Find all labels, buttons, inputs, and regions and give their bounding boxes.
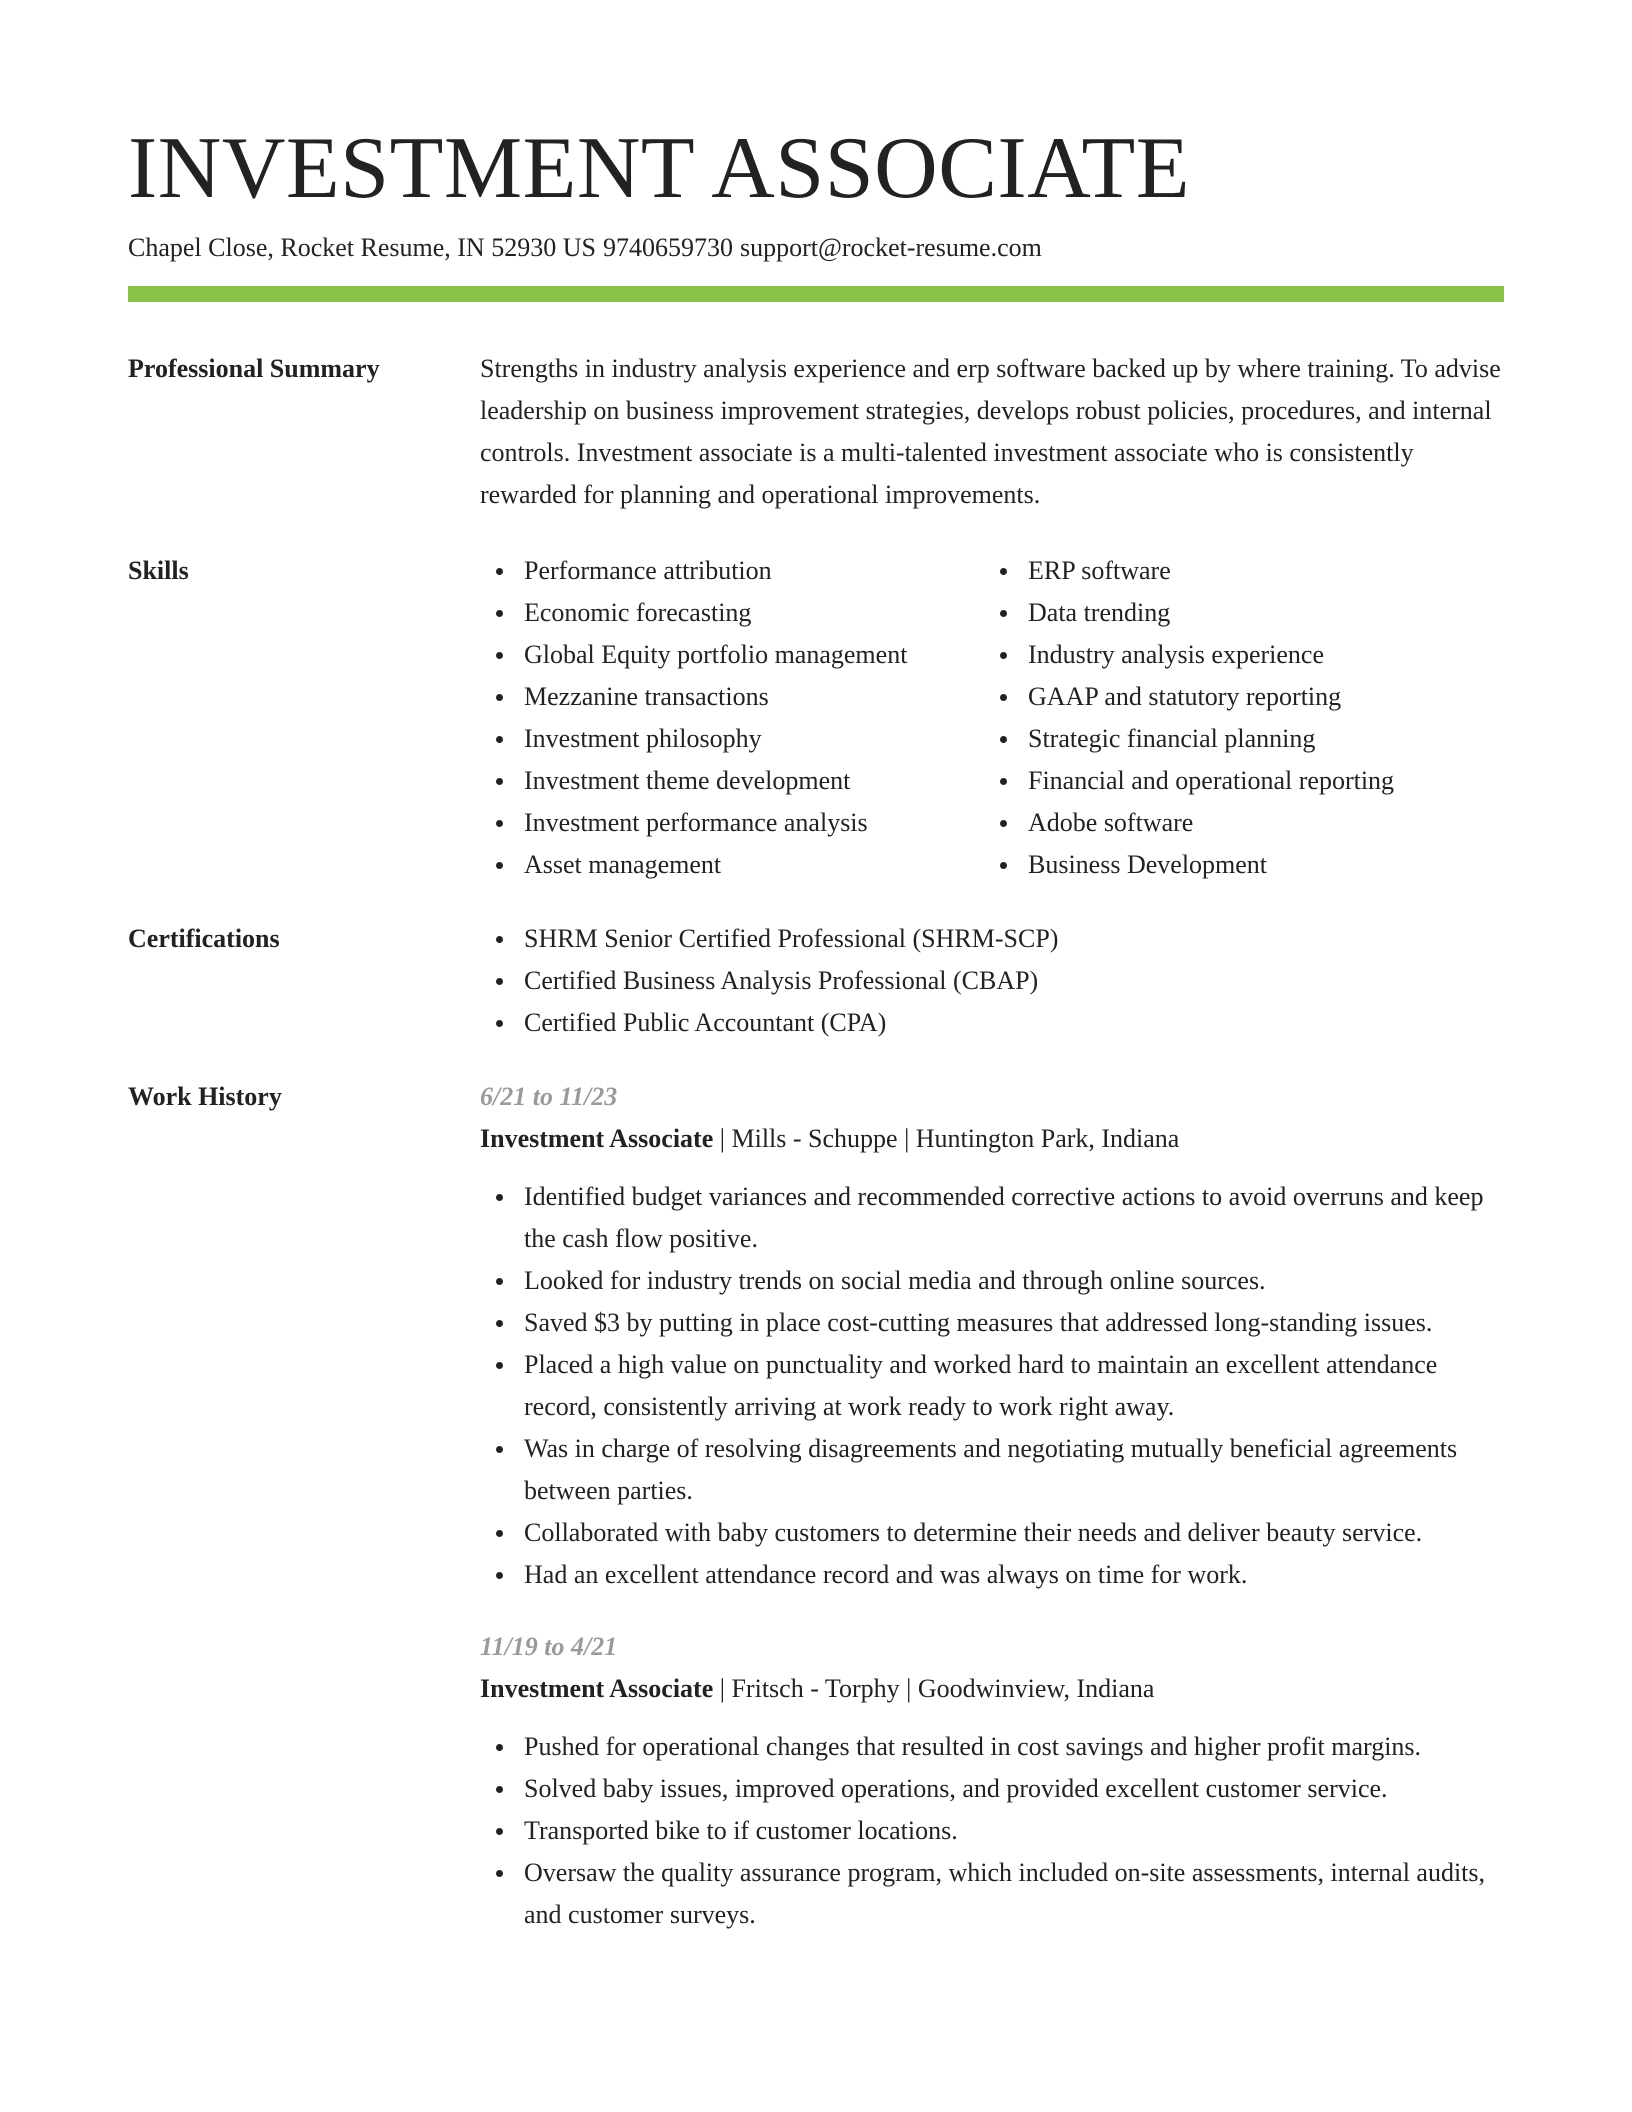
- list-item: Performance attribution: [480, 550, 984, 592]
- summary-text: Strengths in industry analysis experience and erp software backed up by where training. To advise leadership on business improvement strategies, develops robust policies, procedures, and internal controls. Investment associate is a multi-talented investment associate who is consistently rewarded for planning and operational improvements.: [480, 354, 1501, 509]
- job-bullets: [480, 1176, 1504, 1596]
- contact-line: [128, 228, 1042, 268]
- job-list: [480, 1076, 1504, 1966]
- list-item: Had an excellent attendance record and was always on time for work.: [480, 1554, 1504, 1596]
- list-item: Investment performance analysis: [480, 802, 984, 844]
- list-item: Saved $3 by putting in place cost-cutting measures that addressed long-standing issues.: [480, 1302, 1504, 1344]
- list-item: Investment theme development: [480, 760, 984, 802]
- skills-list-left: [480, 550, 984, 886]
- list-item: Global Equity portfolio management: [480, 634, 984, 676]
- list-item: Economic forecasting: [480, 592, 984, 634]
- work-history-heading: Work History: [128, 1082, 282, 1111]
- list-item: Investment philosophy: [480, 718, 984, 760]
- contact-phone: 9740659730: [602, 233, 733, 262]
- list-item: ERP software: [984, 550, 1504, 592]
- job-title-line: [480, 1118, 1504, 1160]
- list-item: Identified budget variances and recommended corrective actions to avoid overruns and keep the cash flow positive.: [480, 1176, 1504, 1260]
- skills-list-right: [984, 550, 1504, 886]
- list-item: Certified Public Accountant (CPA): [480, 1002, 1504, 1044]
- list-item: Collaborated with baby customers to determine their needs and deliver beauty service.: [480, 1512, 1504, 1554]
- list-item: Financial and operational reporting: [984, 760, 1504, 802]
- list-item: Strategic financial planning: [984, 718, 1504, 760]
- contact-address: Chapel Close, Rocket Resume, IN 52930 US: [128, 233, 596, 262]
- list-item: Data trending: [984, 592, 1504, 634]
- certifications-list: [480, 918, 1504, 1044]
- job-entry: [480, 1076, 1504, 1596]
- resume-name: INVESTMENT ASSOCIATE: [128, 120, 1191, 217]
- job-title-line: [480, 1668, 1504, 1710]
- list-item: Pushed for operational changes that resulted in cost savings and higher profit margins.: [480, 1726, 1504, 1768]
- header-divider: [128, 286, 1504, 302]
- job-bullets: [480, 1726, 1504, 1936]
- list-item: Adobe software: [984, 802, 1504, 844]
- job-employer-location: | Mills - Schuppe | Huntington Park, Indiana: [713, 1124, 1180, 1153]
- job-employer-location: | Fritsch - Torphy | Goodwinview, Indiana: [713, 1674, 1155, 1703]
- contact-email: support@rocket-resume.com: [739, 233, 1042, 262]
- list-item: Placed a high value on punctuality and worked hard to maintain an excellent attendance record, consistently arriving at work ready to work right away.: [480, 1344, 1504, 1428]
- job-title: Investment Associate: [480, 1124, 714, 1153]
- list-item: Solved baby issues, improved operations, and provided excellent customer service.: [480, 1768, 1504, 1810]
- list-item: Industry analysis experience: [984, 634, 1504, 676]
- job-dates: 6/21 to 11/23: [480, 1082, 618, 1111]
- list-item: Oversaw the quality assurance program, which included on-site assessments, internal audits, and customer surveys.: [480, 1852, 1504, 1936]
- list-item: GAAP and statutory reporting: [984, 676, 1504, 718]
- list-item: Business Development: [984, 844, 1504, 886]
- list-item: Transported bike to if customer locations.: [480, 1810, 1504, 1852]
- job-dates: 11/19 to 4/21: [480, 1632, 618, 1661]
- list-item: Asset management: [480, 844, 984, 886]
- list-item: Was in charge of resolving disagreements and negotiating mutually beneficial agreements between parties.: [480, 1428, 1504, 1512]
- certifications-heading: Certifications: [128, 924, 280, 953]
- list-item: Certified Business Analysis Professional (CBAP): [480, 960, 1504, 1002]
- summary-heading: Professional Summary: [128, 354, 380, 383]
- job-entry: [480, 1626, 1504, 1936]
- list-item: Mezzanine transactions: [480, 676, 984, 718]
- list-item: SHRM Senior Certified Professional (SHRM-SCP): [480, 918, 1504, 960]
- job-title: Investment Associate: [480, 1674, 714, 1703]
- list-item: Looked for industry trends on social media and through online sources.: [480, 1260, 1504, 1302]
- skills-heading: Skills: [128, 556, 189, 585]
